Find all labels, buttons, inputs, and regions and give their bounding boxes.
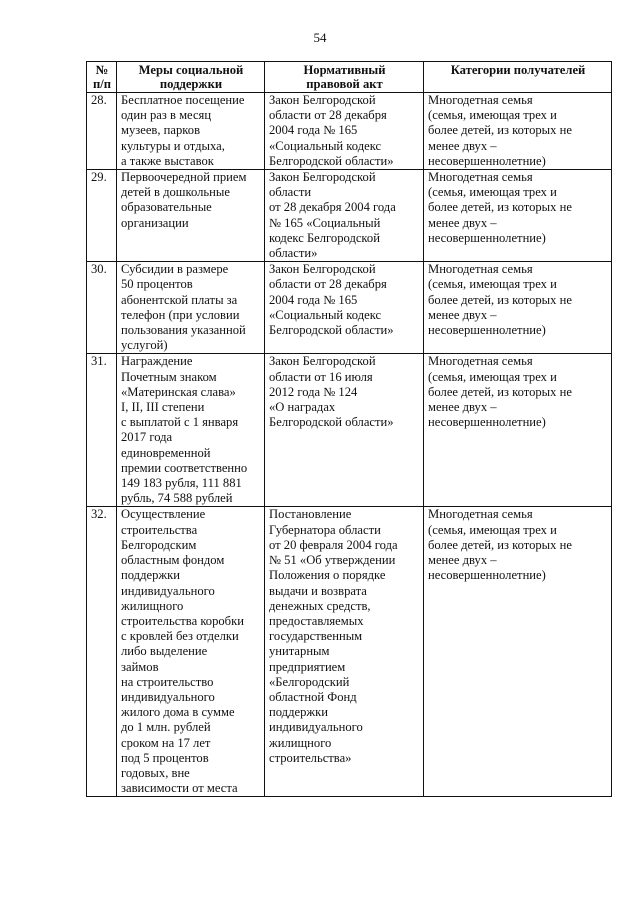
table-header-row <box>87 62 612 93</box>
table-row <box>87 93 612 170</box>
row-legal-act: Закон Белгородской области от 28 декабря 2004 года № 165 «Социальный кодекс Белгородской области» <box>265 170 424 262</box>
social-support-table <box>86 61 612 797</box>
row-legal-act: Закон Белгородской области от 28 декабря 2004 года № 165 «Социальный кодекс Белгородской области» <box>265 262 424 354</box>
page-number: 54 <box>313 30 327 45</box>
row-legal-act: Постановление Губернатора области от 20 февраля 2004 года № 51 «Об утверждении Положения о порядке выдачи и возврата денежных средств, предоставляемых государственным унитарным предприятием «Белгородский областной Фонд поддержки индивидуального жилищного строительства» <box>265 507 424 797</box>
row-number: 31. <box>87 354 117 507</box>
row-recipients: Многодетная семья (семья, имеющая трех и более детей, из которых не менее двух – несовершеннолетние) <box>424 93 612 170</box>
header-legal-act: Нормативный правовой акт <box>265 62 424 93</box>
table-row <box>87 170 612 262</box>
row-measure: Первоочередной прием детей в дошкольные образовательные организации <box>117 170 265 262</box>
row-legal-act: Закон Белгородской области от 16 июля 2012 года № 124 «О наградах Белгородской области» <box>265 354 424 507</box>
header-number: № п/п <box>87 62 117 93</box>
row-number: 29. <box>87 170 117 262</box>
table-row <box>87 507 612 797</box>
row-measure: Осуществление строительства Белгородским областным фондом поддержки индивидуального жилищного строительства коробки с кровлей без отделки либо выделение займов на строительство индивидуального жилого дома в сумме до 1 млн. рублей сроком на 17 лет под 5 процентов годовых, вне зависимости от места <box>117 507 265 797</box>
header-recipients: Категории получателей <box>424 62 612 93</box>
row-number: 28. <box>87 93 117 170</box>
row-recipients: Многодетная семья (семья, имеющая трех и более детей, из которых не менее двух – несовершеннолетние) <box>424 262 612 354</box>
row-recipients: Многодетная семья (семья, имеющая трех и более детей, из которых не менее двух – несовершеннолетние) <box>424 170 612 262</box>
table-row <box>87 354 612 507</box>
row-number: 30. <box>87 262 117 354</box>
row-measure: Награждение Почетным знаком «Материнская слава» I, II, III степени с выплатой с 1 января 2017 года единовременной премии соответственно 149 183 рубля, 111 881 рубль, 74 588 рублей <box>117 354 265 507</box>
row-legal-act: Закон Белгородской области от 28 декабря 2004 года № 165 «Социальный кодекс Белгородской области» <box>265 93 424 170</box>
row-recipients: Многодетная семья (семья, имеющая трех и более детей, из которых не менее двух – несовершеннолетние) <box>424 354 612 507</box>
table-row <box>87 262 612 354</box>
header-measures: Меры социальной поддержки <box>117 62 265 93</box>
row-recipients: Многодетная семья (семья, имеющая трех и более детей, из которых не менее двух – несовершеннолетние) <box>424 507 612 797</box>
row-measure: Субсидии в размере 50 процентов абонентской платы за телефон (при условии пользования указанной услугой) <box>117 262 265 354</box>
row-number: 32. <box>87 507 117 797</box>
row-measure: Бесплатное посещение один раз в месяц музеев, парков культуры и отдыха, а также выставок <box>117 93 265 170</box>
